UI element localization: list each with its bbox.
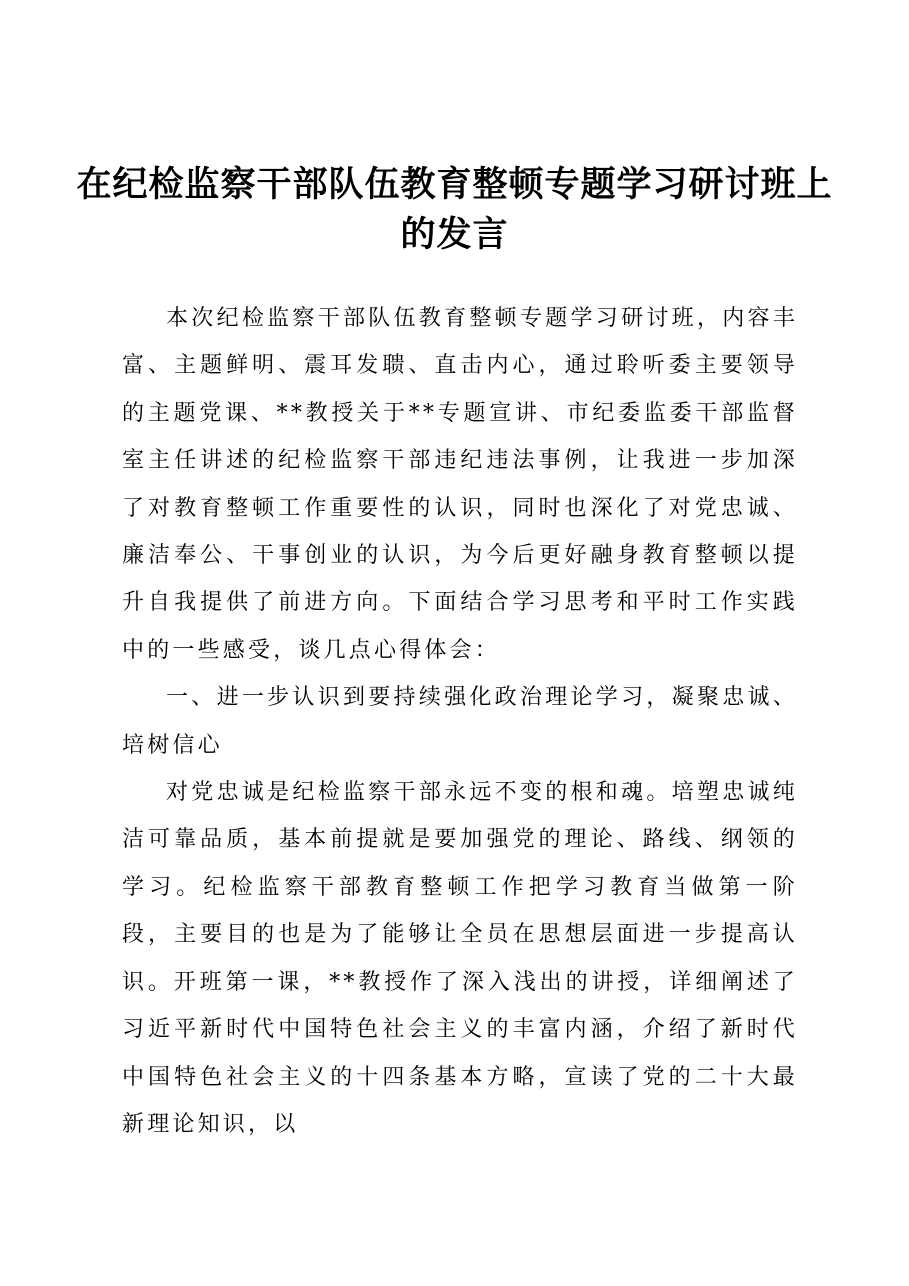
paragraph-intro: 本次纪检监察干部队伍教育整顿专题学习研讨班，内容丰富、主题鲜明、震耳发聩、直击内心，通过聆听委主要领导的主题党课、**教授关于**专题宣讲、市纪委监委干部监督室主任讲述的纪检监察干部违纪违法事例，让我进一步加深了对教育整顿工作重要性的认识，同时也深化了对党忠诚、廉洁奉公、干事创业的认识，为今后更好融身教育整顿以提升自我提供了前进方向。下面结合学习思考和平时工作实践中的一些感受，谈几点心得体会：: [122, 306, 798, 663]
section-heading-1: 一、进一步认识到要持续强化政治理论学习，凝聚忠诚、培树信心: [122, 685, 798, 758]
document-body: [122, 295, 798, 1148]
paragraph-section-1: 对党忠诚是纪检监察干部永远不变的根和魂。培塑忠诚纯洁可靠品质，基本前提就是要加强党的理论、路线、纲领的学习。纪检监察干部教育整顿工作把学习教育当做第一阶段，主要目的也是为了能够让全员在思想层面进一步提高认识。开班第一课，**教授作了深入浅出的讲授，详细阐述了习近平新时代中国特色社会主义的丰富内涵，介绍了新时代中国特色社会主义的十四条基本方略，宣读了党的二十大最新理论知识，以: [122, 780, 798, 1137]
document-title: 在纪检监察干部队伍教育整顿专题学习研讨班上的发言: [76, 164, 833, 255]
